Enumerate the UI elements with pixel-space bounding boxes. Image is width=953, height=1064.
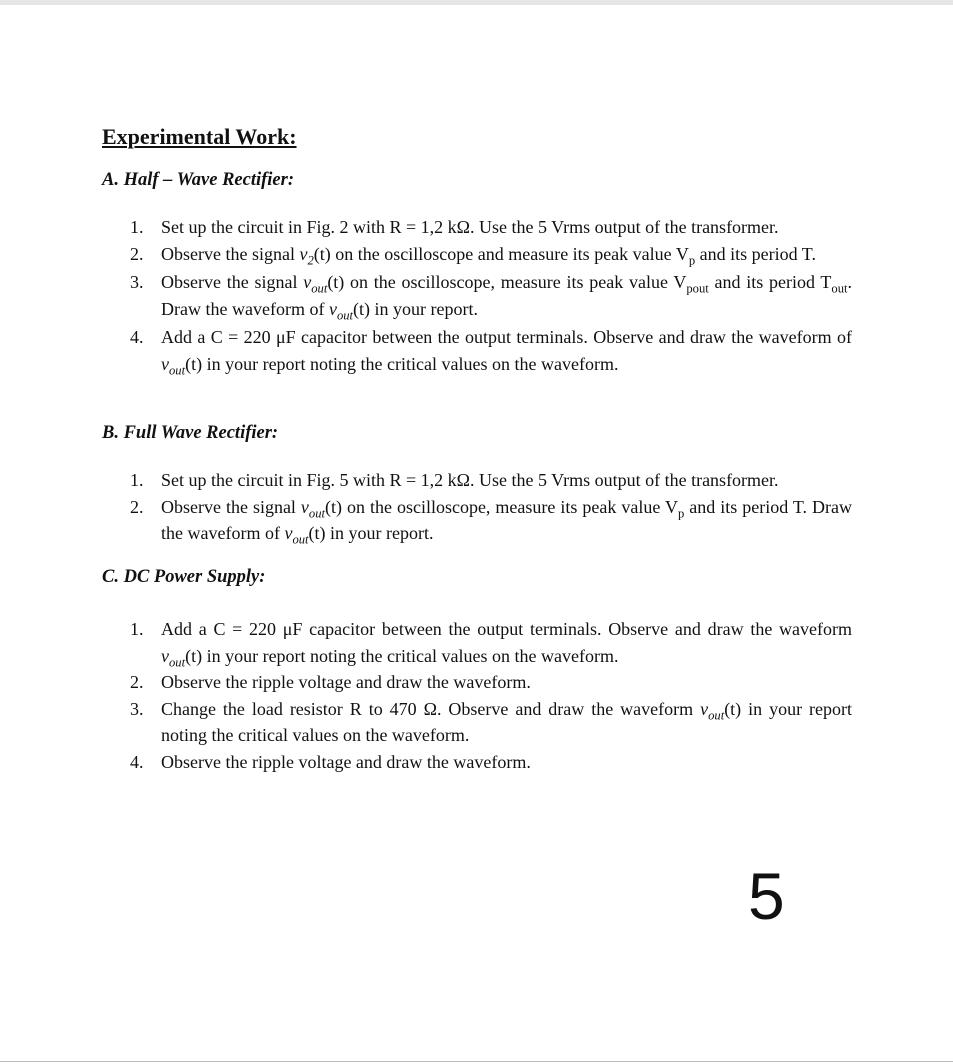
item-text: Observe the signal xyxy=(161,272,304,292)
math-symbol: $v_{out}$ xyxy=(303,272,328,296)
item-text: (t) in your report noting the critical values on the waveform. xyxy=(185,353,619,374)
item-number: 1. xyxy=(130,619,144,639)
item-number: 3. xyxy=(130,698,144,719)
math-symbol: $v_{out}$ xyxy=(161,645,186,669)
item-text: Add a C = 220 μF capacitor between the output terminals. Observe and draw the waveform of xyxy=(161,327,852,347)
top-divider xyxy=(0,0,953,5)
math-symbol: $v_{out}$ xyxy=(328,298,354,322)
item-text: (t) in your report. xyxy=(353,298,478,319)
item-text: and its period T xyxy=(708,272,832,292)
math-symbol: $v_{out}$ xyxy=(161,353,186,377)
item-text: and its period T. Draw the waveform of xyxy=(161,496,852,543)
item-number: 1. xyxy=(130,470,144,490)
item-number: 2. xyxy=(130,672,144,692)
list-item xyxy=(130,467,852,494)
item-number: 4. xyxy=(130,327,144,347)
item-text: (t) on the oscilloscope, measure its peak value V xyxy=(325,496,678,517)
section-b-list xyxy=(130,467,852,547)
section-c-title: C. DC Power Supply: xyxy=(102,567,266,587)
item-number: 1. xyxy=(130,217,144,237)
item-text: Observe the ripple voltage and draw the waveform. xyxy=(161,672,531,692)
math-symbol: $v_2$ xyxy=(299,243,314,267)
item-text: (t) on the oscilloscope and measure its peak value V xyxy=(313,243,689,264)
list-item xyxy=(130,494,852,547)
item-text: Set up the circuit in Fig. 2 with R = 1,2 kΩ. Use the 5 Vrms output of the transformer. xyxy=(161,217,779,237)
math-symbol: $v_{out}$ xyxy=(284,523,309,547)
subscript: out xyxy=(831,281,848,296)
item-text: (t) on the oscilloscope, measure its peak value V xyxy=(327,272,687,292)
item-number: 4. xyxy=(130,751,144,772)
list-item xyxy=(130,749,852,776)
item-text: (t) in your report noting the critical values on the waveform. xyxy=(161,698,852,745)
item-text: Change the load resistor R to 470 Ω. Observe and draw the waveform xyxy=(161,698,701,719)
math-symbol: $v_{out}$ xyxy=(300,496,326,520)
list-item xyxy=(130,616,852,669)
item-text: (t) in your report noting the critical values on the waveform. xyxy=(185,645,619,666)
list-item xyxy=(130,214,852,241)
item-text: Observe the ripple voltage and draw the waveform. xyxy=(161,751,531,772)
item-text: Observe the signal xyxy=(161,243,300,264)
subscript: p xyxy=(688,252,696,267)
item-number: 3. xyxy=(130,272,144,292)
bottom-divider xyxy=(0,1061,953,1062)
subscript: pout xyxy=(686,281,709,296)
section-a-list xyxy=(130,214,852,377)
item-text: and its period T. xyxy=(695,243,816,264)
subscript: p xyxy=(677,505,685,520)
page-number: 5 xyxy=(748,859,785,933)
item-text: . Draw the waveform of xyxy=(161,272,853,319)
item-number: 2. xyxy=(130,496,144,517)
item-text: Add a C = 220 μF capacitor between the output terminals. Observe and draw the waveform xyxy=(161,619,852,639)
item-text: Set up the circuit in Fig. 5 with R = 1,2 kΩ. Use the 5 Vrms output of the transformer. xyxy=(161,470,779,490)
page-heading: Experimental Work: xyxy=(102,124,297,149)
section-c-list xyxy=(130,616,852,775)
list-item xyxy=(130,269,852,322)
item-number: 2. xyxy=(130,243,144,264)
section-b-title: B. Full Wave Rectifier: xyxy=(102,423,279,443)
list-item xyxy=(130,669,852,696)
math-symbol: $v_{out}$ xyxy=(700,698,725,722)
list-item xyxy=(130,241,852,268)
list-item xyxy=(130,696,852,749)
section-a-title: A. Half – Wave Rectifier: xyxy=(102,170,294,190)
item-text: (t) in your report. xyxy=(308,523,434,543)
list-item xyxy=(130,324,852,377)
item-text: Observe the signal xyxy=(161,496,301,517)
